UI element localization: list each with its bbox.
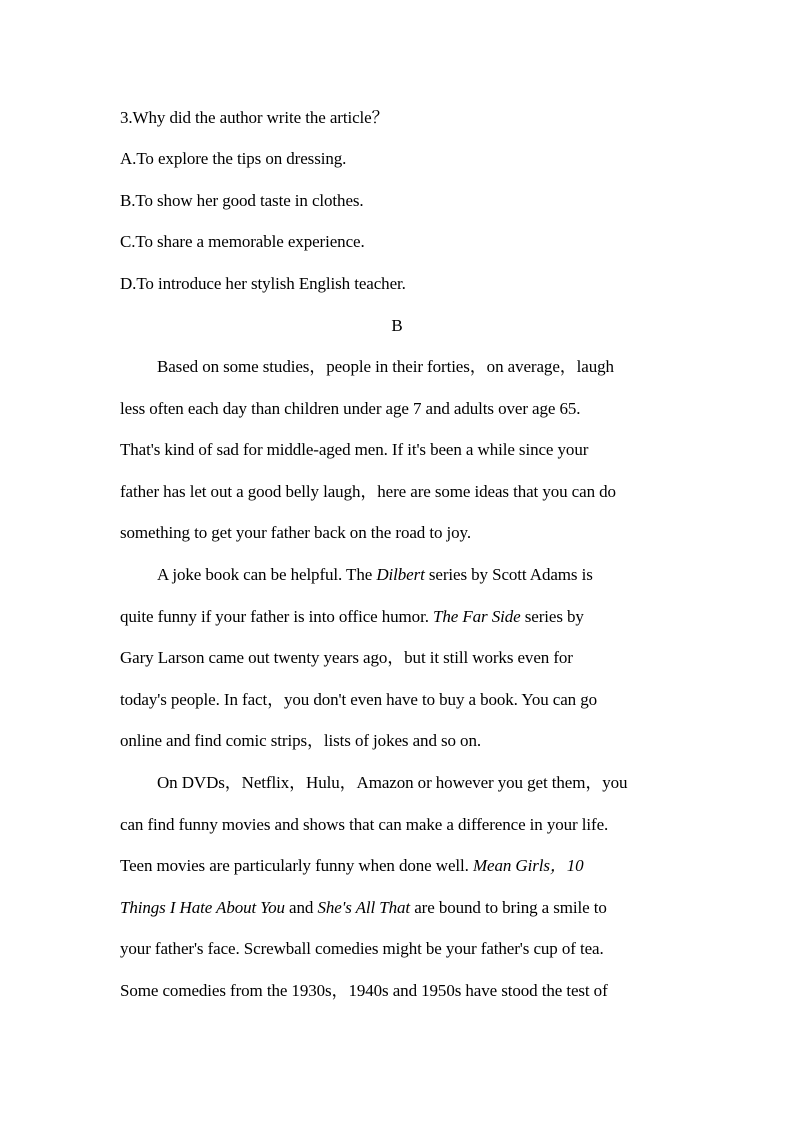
- paragraph-1-line-3: That's kind of sad for middle-aged men. If it's been a while since your: [120, 440, 589, 459]
- paragraph-2-line-4: today's people. In fact，you don't even have to buy a book. You can go: [120, 690, 598, 709]
- option-c: C.To share a memorable experience.: [120, 232, 365, 251]
- question-stem: 3.Why did the author write the article？: [120, 108, 389, 127]
- text-run: A joke book can be helpful. The: [157, 565, 377, 584]
- option-a: A.To explore the tips on dressing.: [120, 149, 347, 168]
- paragraph-3-line-4: [120, 898, 680, 918]
- option-d: D.To introduce her stylish English teacher.: [120, 274, 406, 293]
- text-run: quite funny if your father is into office humor.: [120, 607, 433, 626]
- paragraph-1-line-5: something to get your father back on the road to joy.: [120, 523, 471, 542]
- book-title-dilbert: Dilbert: [376, 565, 425, 584]
- paragraph-2-line-1: [157, 565, 717, 585]
- text-run: series by: [520, 607, 584, 626]
- paragraph-1-line-4: father has let out a good belly laugh，here are some ideas that you can do: [120, 482, 616, 501]
- movie-title-10-things: Things I Hate About You: [120, 898, 285, 917]
- movie-title-shes-all-that: She's All That: [317, 898, 411, 917]
- text-run: Teen movies are particularly funny when done well.: [120, 856, 473, 875]
- paragraph-2-line-3: Gary Larson came out twenty years ago，but it still works even for: [120, 648, 573, 667]
- text-run: and: [284, 898, 318, 917]
- paragraph-3-line-5: your father's face. Screwball comedies might be your father's cup of tea.: [120, 939, 604, 958]
- paragraph-2-line-2: [120, 607, 680, 627]
- text-run: are bound to bring a smile to: [410, 898, 607, 917]
- paragraph-1-line-1: Based on some studies，people in their forties，on average，laugh: [157, 357, 614, 376]
- passage-heading: B: [391, 316, 403, 335]
- paragraph-3-line-3: [120, 856, 680, 876]
- text-run: series by Scott Adams is: [424, 565, 593, 584]
- paragraph-2-line-5: online and find comic strips，lists of jokes and so on.: [120, 731, 482, 750]
- paragraph-1-line-2: less often each day than children under age 7 and adults over age 65.: [120, 399, 581, 418]
- option-b: B.To show her good taste in clothes.: [120, 191, 364, 210]
- paragraph-3-line-6: Some comedies from the 1930s，1940s and 1950s have stood the test of: [120, 981, 608, 1000]
- paragraph-3-line-1: On DVDs，Netflix，Hulu，Amazon or however you get them，you: [157, 773, 628, 792]
- movie-title-mean-girls: Mean Girls，10: [472, 856, 584, 875]
- book-title-far-side: The Far Side: [433, 607, 521, 626]
- paragraph-3-line-2: can find funny movies and shows that can make a difference in your life.: [120, 815, 609, 834]
